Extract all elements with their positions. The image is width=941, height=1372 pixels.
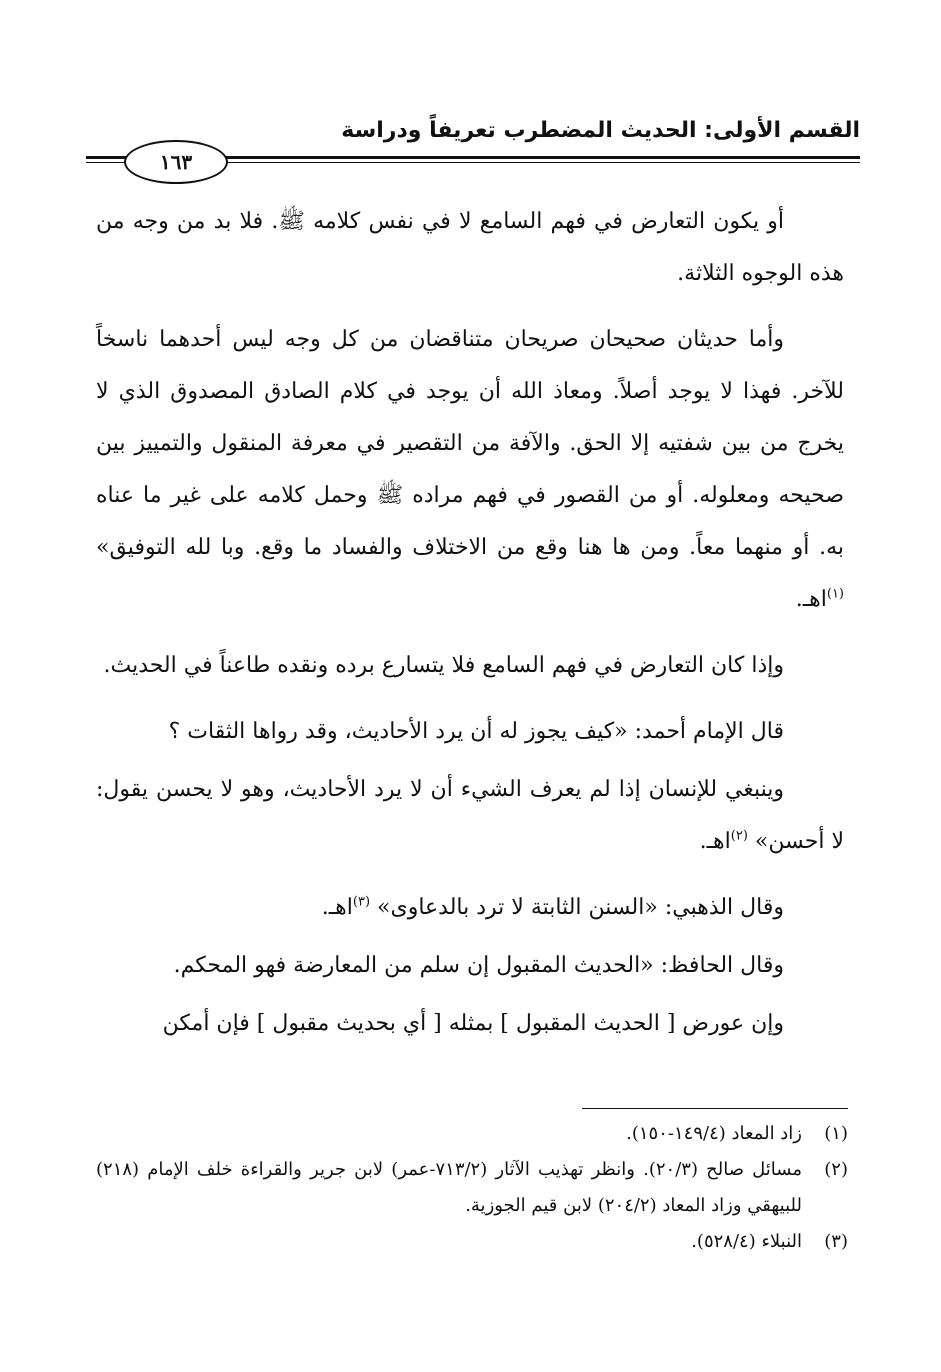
page-number-text: ١٦٣ <box>159 150 193 174</box>
footnote-ref-1: (١) <box>826 586 844 602</box>
footnote-text: زاد المعاد (١٤٩/٤-١٥٠). <box>626 1123 802 1144</box>
paragraph-7: وقال الحافظ: «الحديث المقبول إن سلم من المعارضة فهو المحكم. <box>173 953 784 978</box>
page-number <box>124 140 228 184</box>
paragraph-1: أو يكون التعارض في فهم السامع لا في نفس كلامه ﷺ. فلا بد من وجه من هذه الوجوه الثلاثة. <box>96 209 844 286</box>
footnote-separator <box>582 1108 848 1109</box>
paragraph-6-end: اهـ. <box>321 895 353 920</box>
footnotes <box>96 1116 848 1260</box>
footnote-number: (١) <box>824 1123 848 1144</box>
footnote-number: (٢) <box>824 1159 848 1180</box>
paragraph-8: وإن عورض [ الحديث المقبول ] بمثله [ أي بحديث مقبول ] فإن أمكن <box>162 1011 784 1036</box>
paragraph-2 <box>96 314 844 626</box>
paragraph-5 <box>96 764 844 868</box>
footnote-text: النبلاء (٥٢٨/٤). <box>691 1231 802 1252</box>
footnote-1 <box>96 1116 848 1152</box>
paragraph-4: قال الإمام أحمد: «كيف يجوز له أن يرد الأحاديث، وقد رواها الثقات ؟ <box>168 719 784 744</box>
paragraph-5-end: اهـ. <box>699 829 731 854</box>
paragraph-6-text: وقال الذهبي: «السنن الثابتة لا ترد بالدعاوى» <box>377 895 784 920</box>
paragraph-6 <box>96 882 844 934</box>
footnote-ref-2: (٢) <box>730 828 748 844</box>
paragraph-2-end: اهـ. <box>795 587 827 612</box>
running-title: القسم الأولى: الحديث المضطرب تعريفاً ودراسة <box>341 118 860 143</box>
footnote-2 <box>96 1152 848 1224</box>
paragraph-2-text: وأما حديثان صحيحان صريحان متناقضان من كل وجه ليس أحدهما ناسخاً للآخر. فهذا لا يوجد أصلاً. ومعاذ الله أن يوجد في كلام الصادق المصدوق الذي لا يخرج من بين شفتيه إلا الحق. والآفة من التقصير في معرفة المنقول والتمييز بين صحيحه ومعلوله. أو من القصور في فهم مراده ﷺ وحمل كلامه على غير ما عناه به. أو منهما معاً. ومن ها هنا وقع من الاختلاف والفساد ما وقع. وبا لله التوفيق» <box>96 327 844 560</box>
paragraph-5-text: وينبغي للإنسان إذا لم يعرف الشيء أن لا يرد الأحاديث، وهو لا يحسن يقول: لا أحسن» <box>96 777 844 854</box>
footnote-3 <box>96 1224 848 1260</box>
main-text <box>96 196 844 1064</box>
paragraph-3: وإذا كان التعارض في فهم السامع فلا يتسارع برده ونقده طاعناً في الحديث. <box>103 653 784 678</box>
footnote-text: مسائل صالح (٢٠/٣). وانظر تهذيب الآثار (٧١٣/٢-عمر) لابن جرير والقراءة خلف الإمام (٢١٨) للبيهقي وزاد المعاد (٢٠٤/٢) لابن قيم الجوزية. <box>96 1159 802 1216</box>
page-header <box>80 112 860 182</box>
footnote-ref-3: (٣) <box>352 894 371 910</box>
footnote-number: (٣) <box>824 1231 848 1252</box>
